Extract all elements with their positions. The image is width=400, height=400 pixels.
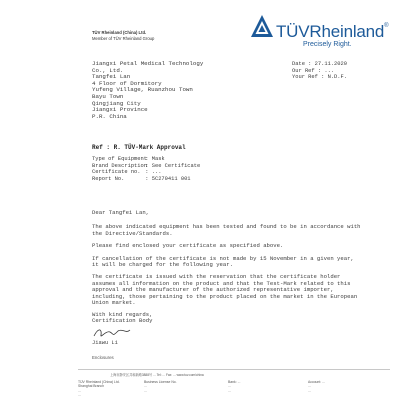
recipient-address — [92, 61, 203, 120]
tuv-logo — [250, 14, 390, 52]
address-line: Yufeng Village, Ruanzhou Town — [92, 86, 193, 94]
approval-fields — [92, 156, 200, 182]
footer-divider — [78, 369, 390, 370]
our-ref: Our Ref : ... — [292, 67, 335, 74]
footer-text: ... — [308, 384, 311, 389]
address-line: Jiangxi Petal Medical Technology — [92, 60, 204, 67]
footer-column — [144, 380, 177, 393]
field-value: : See Certificate — [145, 162, 201, 169]
reference-block — [292, 61, 347, 81]
field-row — [92, 163, 200, 170]
your-ref: Your Ref : N.D.F. — [292, 74, 347, 81]
field-row — [92, 156, 200, 163]
salutation: Dear Tangfei Lan, — [92, 209, 150, 216]
address-line: Jiangxi Province — [92, 106, 148, 114]
footer-column — [308, 380, 325, 393]
address-line: Tangfei Lan — [92, 73, 131, 81]
signer-name: Jiawu Li — [92, 340, 118, 346]
footer-text: Bank: ... — [228, 380, 241, 384]
field-value: : 5C270411 001 — [145, 175, 191, 182]
footer-text: ... — [308, 388, 311, 393]
paragraph: The above indicated equipment has been tested and found to be in accordance with the Directive/Standards. — [92, 223, 361, 237]
address-line: Bayu Town — [92, 92, 124, 100]
company-header — [92, 30, 154, 42]
field-row — [92, 169, 200, 176]
address-line: 4 Floor of Dormitory — [92, 79, 162, 87]
paragraph: The certificate is issued with the reservation that the certificate holder assumes all information on the product and that the Test-Mark related to this approval and the manufacturer of the authorized representative importer, including, those pertaining to the product placed on the market in the European Union market. — [92, 273, 358, 307]
footer-contact: 上海市静安区共和新路3888号 ... Tel: ... Fax: ... www.tuv.com/china — [110, 373, 204, 377]
paragraph: If cancellation of the certificate is not made by 15 November in a given year, it will be charged for the following year. — [92, 254, 354, 269]
footer-column — [228, 380, 240, 393]
footer-text: Business License No. — [144, 380, 177, 384]
enclosure-note: Enclosures — [92, 355, 114, 360]
field-value: : ... — [145, 169, 162, 176]
footer-text: ... — [144, 384, 147, 389]
footer-text: ... — [78, 388, 81, 393]
footer-text: ... — [228, 388, 231, 393]
signature-image — [92, 326, 132, 340]
department: Certification Body — [92, 317, 153, 325]
field-label: Certificate no. — [92, 169, 141, 176]
address-line: Co., Ltd. — [92, 66, 124, 74]
footer-text: Account: ... — [308, 380, 325, 384]
footer-text: TÜV Rheinland (China) Ltd. — [78, 380, 120, 384]
footer-text: Shanghai Branch — [78, 384, 105, 389]
closing: With kind regards, — [92, 311, 153, 318]
footer-text: ... — [228, 384, 231, 389]
field-label: Type of Equipment — [92, 156, 147, 162]
field-row — [92, 176, 200, 183]
paragraph: Please find enclosed your certificate as specified above. — [92, 242, 284, 250]
letter-date: Date : 27.11.2020 — [292, 61, 347, 67]
brand-tagline: Precisely Right. — [303, 41, 352, 48]
footer-text: ... — [78, 392, 81, 397]
address-line: P.R. China — [92, 112, 127, 120]
subject-reference: Ref : R. TÜV-Mark Approval — [92, 144, 186, 151]
field-value: : Mask — [145, 156, 165, 162]
field-label: Report No. — [92, 175, 125, 182]
closing-block — [92, 312, 152, 325]
letter-body — [92, 210, 362, 312]
company-subtitle: Member of TÜV Rheinland Group — [92, 36, 155, 41]
brand-name: TÜVRheinland® — [276, 22, 389, 41]
address-line: Qingjiang City — [92, 99, 141, 107]
tuv-triangle-logo-icon — [250, 14, 274, 40]
footer-column — [78, 380, 120, 397]
footer-text: ... — [144, 388, 147, 393]
field-label: Brand Description — [92, 162, 147, 169]
company-name: TÜV Rheinland (China) Ltd. — [92, 30, 147, 35]
